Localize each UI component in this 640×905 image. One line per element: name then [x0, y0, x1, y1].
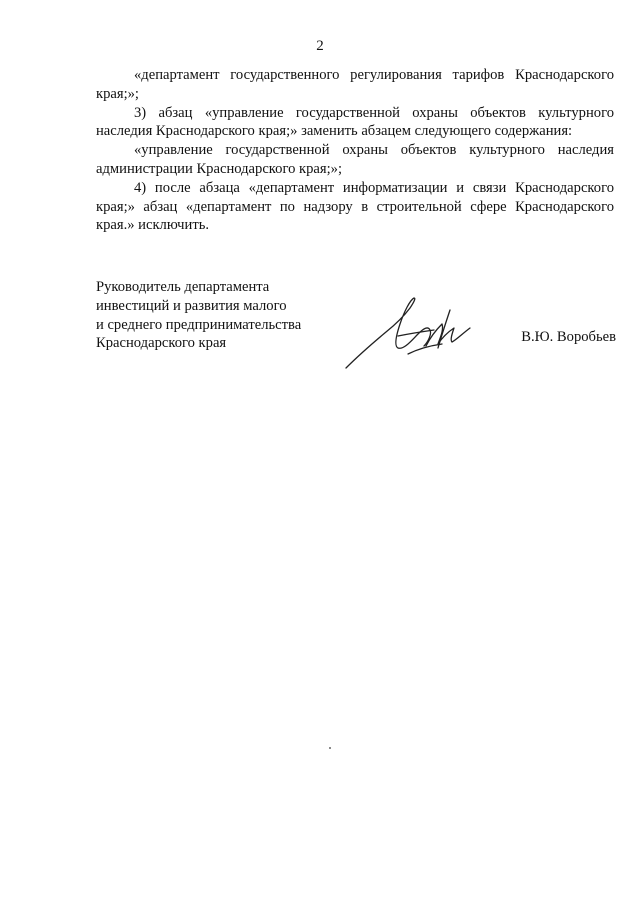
scan-artifact: [329, 747, 331, 749]
paragraph: 3) абзац «управление государственной охраны объектов культурного наследия Краснодарского края;» заменить абзацем следующего содержания:: [96, 104, 614, 140]
document-body: [96, 66, 614, 235]
paragraph: 4) после абзаца «департамент информатизации и связи Краснодарского края;» абзац «департамент по надзору в строительной сфере Краснодарского края.» исключить.: [96, 179, 614, 234]
signer-position-line: Руководитель департамента: [96, 279, 270, 295]
signer-name: В.Ю. Воробьев: [521, 329, 616, 345]
signer-position-line: и среднего предпринимательства: [96, 316, 302, 333]
signer-position-line: инвестиций и развития малого: [96, 297, 287, 314]
paragraph: «управление государственной охраны объектов культурного наследия администрации Краснодарского края;»;: [96, 142, 614, 177]
page-number: 2: [316, 38, 324, 54]
paragraph: «департамент государственного регулирования тарифов Краснодарского края;»;: [96, 67, 614, 102]
signer-position-line: Краснодарского края: [96, 335, 227, 352]
handwritten-signature-icon: [338, 290, 488, 372]
